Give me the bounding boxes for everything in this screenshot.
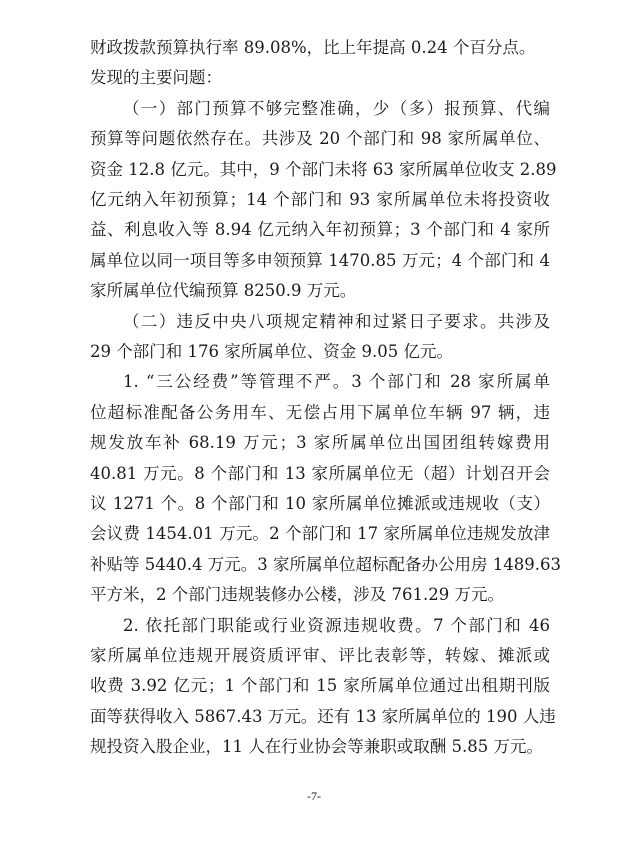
text-line: 面等获得收入 5867.43 万元。还有 13 家所属单位的 190 人违 (90, 706, 556, 726)
text-line: 补贴等 5440.4 万元。3 家所属单位超标配备办公用房 1489.63 (90, 554, 561, 574)
text-line: 规投资入股企业，11 人在行业协会等兼职或取酬 5.85 万元。 (90, 737, 543, 757)
text-line: 位超标准配备公务用车、无偿占用下属单位车辆 97 辆，违 (90, 402, 550, 422)
text-line: 平方米，2 个部门违规装修办公楼，涉及 761.29 万元。 (90, 585, 504, 605)
text-line: 29 个部门和 176 家所属单位、资金 9.05 亿元。 (90, 342, 453, 361)
page-number: -7- (307, 789, 321, 803)
text-line: （二）违反中央八项规定精神和过紧日子要求。共涉及 (123, 311, 550, 331)
text-line: 发现的主要问题： (90, 68, 222, 88)
text-line: 资金 12.8 亿元。其中，9 个部门未将 63 家所属单位收支 2.89 (90, 159, 557, 179)
text-line: 财政拨款预算执行率 89.08%，比上年提高 0.24 个百分点。 (90, 38, 536, 57)
text-line: 收费 3.92 亿元；1 个部门和 15 家所属单位通过出租期刊版 (90, 676, 550, 696)
text-line: 议 1271 个。8 个部门和 10 家所属单位摊派或违规收（支） (90, 494, 550, 513)
text-line: 会议费 1454.01 万元。2 个部门和 17 家所属单位违规发放津 (90, 524, 550, 544)
text-line: （一）部门预算不够完整准确，少（多）报预算、代编 (123, 98, 550, 118)
text-line: 1. “三公经费”等管理不严。3 个部门和 28 家所属单 (123, 372, 550, 392)
text-line: 益、利息收入等 8.94 亿元纳入年初预算；3 个部门和 4 家所 (90, 220, 550, 240)
text-line: 亿元纳入年初预算；14 个部门和 93 家所属单位未将投资收 (90, 190, 550, 209)
text-line: 40.81 万元。8 个部门和 13 家所属单位无（超）计划召开会 (90, 463, 550, 483)
text-line: 属单位以同一项目等多申领预算 1470.85 万元；4 个部门和 4 (90, 250, 550, 270)
text-line: 2. 依托部门职能或行业资源违规收费。7 个部门和 46 (123, 615, 550, 635)
text-line: 预算等问题依然存在。共涉及 20 个部门和 98 家所属单位、 (90, 129, 550, 149)
text-line: 规发放车补 68.19 万元；3 家所属单位出国团组转嫁费用 (90, 433, 550, 453)
text-line: 家所属单位代编预算 8250.9 万元。 (90, 281, 357, 301)
text-line: 家所属单位违规开展资质评审、评比表彰等，转嫁、摊派或 (90, 646, 550, 665)
